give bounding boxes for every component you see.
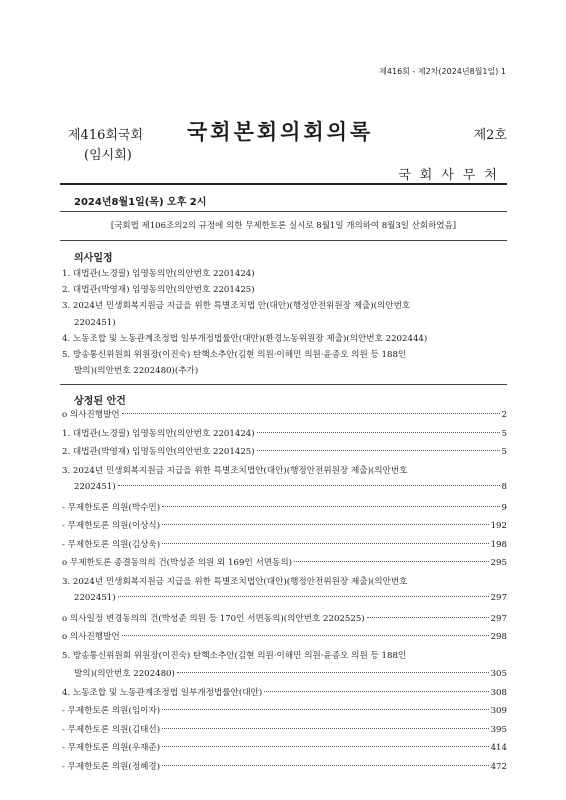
toc-page: 472 xyxy=(490,761,507,772)
session-note: [국회법 제106조의2의 규정에 의한 무제한토론 실시로 8월1일 개의하여 8월3일 산회하였음] xyxy=(110,221,457,231)
toc-label: - 무제한토론 의원(이상식) xyxy=(62,521,161,531)
toc-page: 5 xyxy=(501,428,507,439)
toc-row[interactable] xyxy=(62,704,507,723)
toc-label: o 무제한토론 종결동의의 건(박성준 의원 외 169인 서면동의) xyxy=(62,558,293,568)
divider xyxy=(60,211,507,212)
toc-row[interactable] xyxy=(62,723,507,742)
toc-label: - 무제한토론 의원(임이자) xyxy=(62,706,161,716)
toc-page: 8 xyxy=(501,482,507,492)
toc-row[interactable] xyxy=(62,501,507,520)
running-head: 제416회 - 제2차(2024년8월1일) 1 xyxy=(379,67,506,76)
toc-row[interactable] xyxy=(62,649,507,668)
toc-label: o 의사일정 변경동의의 건(박성준 의원 등 170인 서면동의)(의안번호 2202525) xyxy=(62,613,365,624)
toc-page: 192 xyxy=(490,521,507,531)
toc-row[interactable] xyxy=(62,445,507,464)
toc-label: 2202451) xyxy=(74,593,116,603)
session-type: (임시회) xyxy=(84,148,132,163)
toc-label: o 의사진행발언 xyxy=(62,632,120,642)
toc-page: 297 xyxy=(490,613,507,624)
toc-page: 298 xyxy=(490,632,507,642)
divider xyxy=(60,183,507,185)
contents-list xyxy=(62,408,507,778)
toc-page: 414 xyxy=(490,743,507,753)
toc-label: - 무제한토론 의원(박수민) xyxy=(62,502,161,513)
agenda-item: 1. 대법관(노경필) 임명동의안(의안번호 2201424) xyxy=(62,269,255,279)
toc-row[interactable] xyxy=(62,741,507,760)
issue-number: 제2호 xyxy=(473,128,507,143)
toc-row[interactable] xyxy=(62,612,507,631)
meeting-date: 2024년8월1일(목) 오후 2시 xyxy=(74,197,207,208)
agenda-item: 3. 2024년 민생회복지원금 지급을 위한 특별조치법 안(대안)(행정안전위원장 제출)(의안번호 xyxy=(62,301,411,312)
divider xyxy=(60,384,507,385)
toc-label: - 무제한토론 의원(우재준) xyxy=(62,743,161,753)
toc-page: 295 xyxy=(490,558,507,568)
toc-label: - 무제한토론 의원(김태선) xyxy=(62,724,161,735)
toc-row[interactable] xyxy=(62,686,507,705)
toc-label: - 무제한토론 의원(정혜경) xyxy=(62,761,161,772)
toc-label: 1. 대법관(노경필) 임명동의안(의안번호 2201424) xyxy=(62,428,255,439)
toc-label: 발의)(의안번호 2202480) xyxy=(74,669,175,679)
toc-label: 3. 2024년 민생회복지원금 지급을 위한 특별조치법안(대안)(행정안전위원장 제출)(의안번호 xyxy=(62,465,408,476)
toc-row[interactable] xyxy=(62,556,507,575)
toc-page: 198 xyxy=(490,539,507,550)
toc-row-continuation[interactable] xyxy=(62,667,507,686)
divider xyxy=(60,240,507,241)
agenda-item: 4. 노동조합 및 노동관계조정법 일부개정법률안(대안)(환경노동위원장 제출)(의안번호 2202444) xyxy=(62,333,428,344)
toc-page: 9 xyxy=(501,502,507,513)
toc-row[interactable] xyxy=(62,464,507,483)
toc-row[interactable] xyxy=(62,760,507,779)
toc-page: 305 xyxy=(490,669,507,679)
agenda-list xyxy=(62,266,507,379)
toc-page: 2 xyxy=(501,410,507,420)
toc-page: 395 xyxy=(490,724,507,735)
session-label: 제416회국회 xyxy=(68,128,144,143)
toc-page: 309 xyxy=(490,706,507,716)
toc-row[interactable] xyxy=(62,538,507,557)
agenda-item: 2. 대법관(박영재) 임명동의안(의안번호 2201425) xyxy=(62,285,255,296)
toc-label: 4. 노동조합 및 노동관계조정법 일부개정법률안(대안) xyxy=(62,687,263,698)
toc-label: 5. 방송통신위원회 위원장(이진숙) 탄핵소추안(김현 의원·이해민 의원·윤종오 의원 등 188인 xyxy=(62,650,407,661)
toc-row-continuation[interactable] xyxy=(62,482,507,501)
toc-row[interactable] xyxy=(62,408,507,427)
toc-page: 297 xyxy=(490,593,507,603)
toc-label: 2. 대법관(박영재) 임명동의안(의안번호 2201425) xyxy=(62,447,255,457)
toc-page: 308 xyxy=(490,687,507,698)
page-title: 국회본회의회의록 xyxy=(187,119,374,144)
toc-row[interactable] xyxy=(62,519,507,538)
toc-row-continuation[interactable] xyxy=(62,593,507,612)
agenda-item-continuation: 발의)(의안번호 2202480)(추가) xyxy=(74,366,199,377)
items-heading: 상정된 안건 xyxy=(74,396,126,407)
toc-page: 5 xyxy=(501,447,507,457)
toc-row[interactable] xyxy=(62,630,507,649)
toc-row[interactable] xyxy=(62,427,507,446)
agenda-item-continuation: 2202451) xyxy=(74,317,116,328)
agenda-heading: 의사일정 xyxy=(74,253,113,264)
toc-label: o 의사진행발언 xyxy=(62,410,120,420)
toc-label: - 무제한토론 의원(김상욱) xyxy=(62,539,161,550)
toc-row[interactable] xyxy=(62,575,507,594)
toc-label: 3. 2024년 민생회복지원금 지급을 위한 특별조치법안(대안)(행정안전위원장 제출)(의안번호 xyxy=(62,576,408,587)
publisher: 국회사무처 xyxy=(398,168,506,183)
agenda-item: 5. 방송통신위원회 위원장(이진숙) 탄핵소추안(김현 의원·이해민 의원·윤종오 의원 등 188인 xyxy=(62,350,407,361)
toc-label: 2202451) xyxy=(74,482,116,492)
